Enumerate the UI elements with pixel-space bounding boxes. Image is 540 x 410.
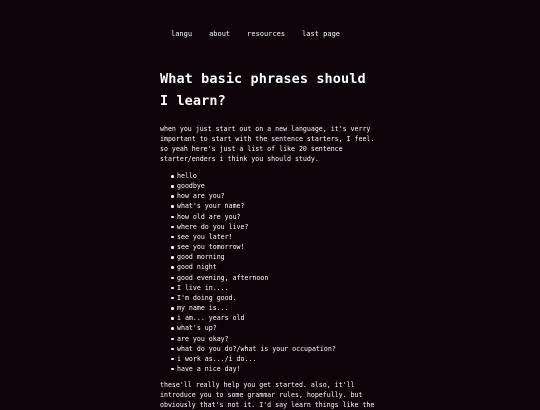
list-item: I live in.... [177, 283, 382, 293]
list-item: i am... years old [177, 313, 382, 323]
page-title: What basic phrases should I learn? [160, 71, 366, 109]
list-item: goodbye [177, 181, 382, 191]
nav-link-last-page[interactable]: last page [302, 30, 341, 38]
nav-link-resources[interactable]: resources [247, 30, 286, 38]
list-item: I'm doing good. [177, 293, 382, 303]
article [160, 68, 382, 410]
list-item: what's up? [177, 323, 382, 333]
nav-link-about[interactable]: about [209, 30, 231, 38]
list-item: are you okay? [177, 334, 382, 344]
list-item: i work as.../i do... [177, 354, 382, 364]
list-item: how are you? [177, 191, 382, 201]
list-item: where do you live? [177, 222, 382, 232]
intro-paragraph: when you just start out on a new language, it's verry important to start with the sentence starters, I feel. so yeah here's just a list of like 20 sentence starter/enders i think you should study. [160, 125, 375, 163]
list-item: have a nice day! [177, 364, 382, 374]
top-nav [171, 30, 340, 38]
phrase-list [160, 171, 382, 374]
nav-link-langu[interactable]: langu [171, 30, 193, 38]
list-item: my name is... [177, 303, 382, 313]
list-item: what's your name? [177, 201, 382, 211]
list-item: good morning [177, 252, 382, 262]
list-item: good night [177, 262, 382, 272]
list-item: good evening, afternoon [177, 273, 382, 283]
list-item: what do you do?/what is your occupation? [177, 344, 382, 354]
list-item: see you later! [177, 232, 382, 242]
outro-paragraph: these'll really help you get started. also, it'll introduce you to some grammar rules, hopefully. but obviously that's not it. I'd say learn things like the [160, 381, 375, 410]
list-item: how old are you? [177, 212, 382, 222]
list-item: see you tomorrow! [177, 242, 382, 252]
list-item: hello [177, 171, 382, 181]
